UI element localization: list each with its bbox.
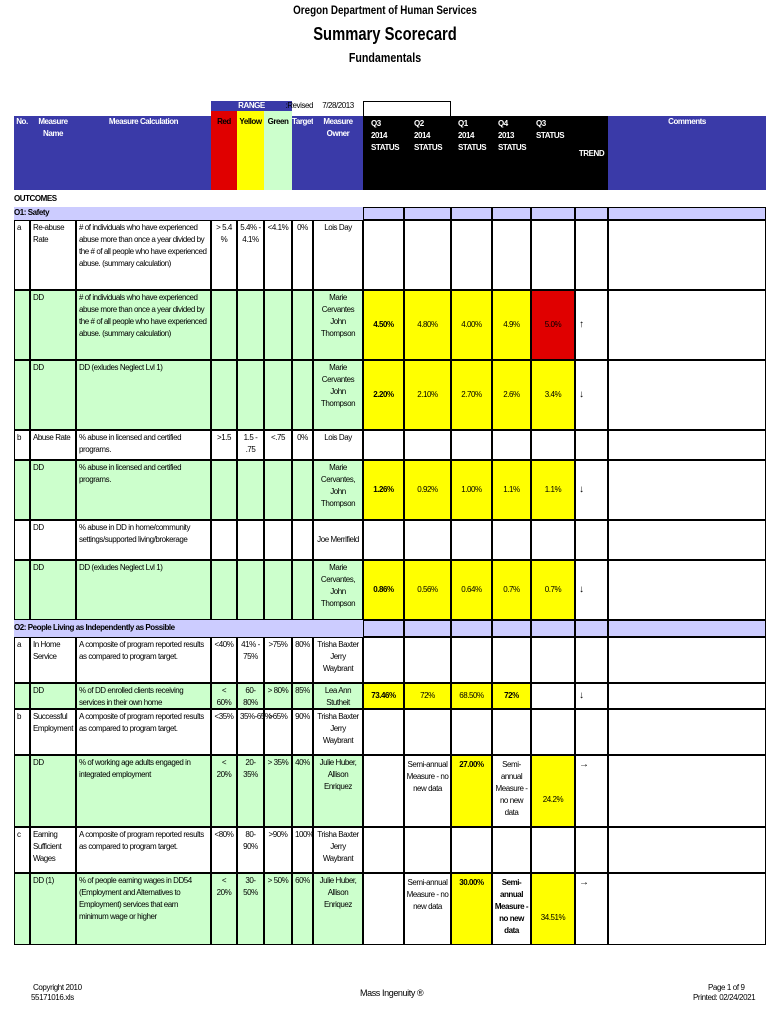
section-band-cell (404, 620, 451, 637)
row-calc: % abuse in licensed and certified programs. (76, 460, 211, 520)
status-q4_2013 (492, 430, 531, 460)
row-green (264, 520, 292, 560)
comments-cell (608, 220, 766, 290)
status-q3: 1.1% (531, 460, 575, 520)
comments-cell (608, 683, 766, 709)
status-q2_2014 (404, 520, 451, 560)
status-q4_2013 (492, 637, 531, 683)
col-q1-2014-header: Q1 2014 STATUS (451, 116, 492, 190)
copyright: Copyright 2010 (33, 983, 82, 992)
row-no (14, 755, 30, 827)
row-no: a (14, 220, 30, 290)
row-owner: Lois Day (313, 430, 363, 460)
row-owner: Lois Day (313, 220, 363, 290)
trend-arrow: → (575, 755, 608, 827)
row-yellow: 60-80% (237, 683, 264, 709)
revised-label: Revised: (285, 101, 313, 110)
trend-arrow (575, 220, 608, 290)
row-no (14, 560, 30, 620)
col-owner-header: Measure Owner (313, 116, 363, 190)
row-target (292, 290, 313, 360)
status-q1_2014: 68.50% (451, 683, 492, 709)
status-q3_2014: 4.50% (363, 290, 404, 360)
status-q1_2014 (451, 520, 492, 560)
comments-cell (608, 360, 766, 430)
row-yellow (237, 360, 264, 430)
row-owner: Trisha Baxter Jerry Waybrant (313, 827, 363, 873)
row-green: >65% (264, 709, 292, 755)
trend-arrow: ↓ (575, 560, 608, 620)
col-q3-status-header: Q3 STATUS (531, 116, 575, 190)
row-red (211, 520, 237, 560)
section-o2: O2: People Living as Independently as Possible (14, 623, 175, 632)
comments-cell (608, 290, 766, 360)
trend-arrow: ↓ (575, 360, 608, 430)
row-owner: Julie Huber, Allison Enriquez (313, 873, 363, 945)
section-band-cell (363, 620, 404, 637)
page-number: Page 1 of 9 (708, 983, 745, 992)
row-green: <.75 (264, 430, 292, 460)
status-q4_2013: 1.1% (492, 460, 531, 520)
trend-arrow: ↓ (575, 683, 608, 709)
col-green-header: Green (264, 111, 292, 190)
printed-date: Printed: 02/24/2021 (693, 993, 756, 1002)
row-green (264, 460, 292, 520)
comments-cell (608, 709, 766, 755)
row-red (211, 560, 237, 620)
status-q4_2013: Semi-annual Measure - no new data (492, 755, 531, 827)
status-q3_2014 (363, 827, 404, 873)
row-green (264, 290, 292, 360)
row-yellow: 80-90% (237, 827, 264, 873)
row-no: a (14, 637, 30, 683)
row-name: DD (30, 290, 76, 360)
status-q2_2014 (404, 220, 451, 290)
status-q3_2014 (363, 520, 404, 560)
status-q3 (531, 637, 575, 683)
section-band-cell (531, 207, 575, 220)
status-q3_2014: 0.86% (363, 560, 404, 620)
status-q2_2014: 2.10% (404, 360, 451, 430)
row-red: <80% (211, 827, 237, 873)
col-measure-name-header: Measure Name (30, 116, 76, 190)
row-calc: DD (exludes Neglect Lvl 1) (76, 560, 211, 620)
row-calc: A composite of program reported results as compared to program target. (76, 709, 211, 755)
header-blank (363, 101, 451, 116)
status-q1_2014 (451, 430, 492, 460)
row-red: < 60% (211, 683, 237, 709)
col-no-header: No. (14, 116, 30, 190)
row-no: b (14, 430, 30, 460)
row-name: DD (30, 755, 76, 827)
status-q3 (531, 709, 575, 755)
row-green (264, 560, 292, 620)
row-target: 90% (292, 709, 313, 755)
comments-cell (608, 560, 766, 620)
status-q2_2014 (404, 827, 451, 873)
status-q1_2014: 27.00% (451, 755, 492, 827)
status-q3: 24.2% (531, 755, 575, 827)
status-q4_2013: 72% (492, 683, 531, 709)
row-red (211, 290, 237, 360)
comments-cell (608, 755, 766, 827)
row-name: Successful Employment (30, 709, 76, 755)
row-green: > 80% (264, 683, 292, 709)
comments-cell (608, 430, 766, 460)
row-yellow: 35%-65% (237, 709, 264, 755)
section-band-cell (608, 620, 766, 637)
row-red: >1.5 (211, 430, 237, 460)
row-name: In Home Service (30, 637, 76, 683)
row-red: <35% (211, 709, 237, 755)
row-name: Re-abuse Rate (30, 220, 76, 290)
status-q3_2014 (363, 709, 404, 755)
row-target (292, 520, 313, 560)
revised-date: 7/28/2013 (322, 101, 354, 110)
range-header: RANGE (211, 101, 292, 111)
status-q3_2014: 1.26% (363, 460, 404, 520)
col-trend-header: TREND (575, 116, 608, 190)
status-q3_2014: 2.20% (363, 360, 404, 430)
status-q1_2014: 4.00% (451, 290, 492, 360)
row-green: >75% (264, 637, 292, 683)
row-owner: Marie Cervantes, John Thompson (313, 460, 363, 520)
status-q3_2014 (363, 220, 404, 290)
section-band-cell (575, 207, 608, 220)
row-red (211, 360, 237, 430)
row-target: 0% (292, 220, 313, 290)
row-no (14, 520, 30, 560)
row-name: DD (30, 520, 76, 560)
status-q4_2013: 0.7% (492, 560, 531, 620)
section-band-cell (363, 207, 404, 220)
row-yellow: 20-35% (237, 755, 264, 827)
status-q3: 5.0% (531, 290, 575, 360)
section-band-cell (531, 620, 575, 637)
row-target: 40% (292, 755, 313, 827)
row-owner: Marie Cervantes, John Thompson (313, 560, 363, 620)
col-q4-2013-header: Q4 2013 STATUS (492, 116, 531, 190)
trend-arrow (575, 637, 608, 683)
footer-center: Mass Ingenuity ® (360, 988, 424, 998)
row-no (14, 460, 30, 520)
row-calc: # of individuals who have experienced abuse more than once a year divided by the # of all people who have experienced abuse. (summary calculation) (76, 220, 211, 290)
row-target: 80% (292, 637, 313, 683)
row-target: 0% (292, 430, 313, 460)
col-comments-header: Comments (608, 116, 766, 190)
row-no (14, 873, 30, 945)
col-q3-2014-header: Q3 2014 STATUS (363, 116, 404, 190)
row-no: b (14, 709, 30, 755)
row-target: 85% (292, 683, 313, 709)
row-red (211, 460, 237, 520)
row-green: >90% (264, 827, 292, 873)
row-owner: Trisha Baxter Jerry Waybrant (313, 709, 363, 755)
row-green: > 50% (264, 873, 292, 945)
page-subtitle: Fundamentals (348, 50, 422, 65)
row-yellow (237, 290, 264, 360)
section-outcomes: OUTCOMES (14, 194, 57, 203)
row-yellow (237, 460, 264, 520)
status-q2_2014: 0.56% (404, 560, 451, 620)
status-q3_2014 (363, 637, 404, 683)
trend-arrow (575, 709, 608, 755)
status-q3 (531, 220, 575, 290)
section-band-cell (451, 207, 492, 220)
col-q2-2014-header: Q2 2014 STATUS (404, 116, 451, 190)
comments-cell (608, 460, 766, 520)
row-calc: % of people earning wages in DD54 (Employment and Alternatives to Employment) services that earn minimum wage or higher (76, 873, 211, 945)
col-target-header: Target (292, 116, 313, 190)
row-owner: Trisha Baxter Jerry Waybrant (313, 637, 363, 683)
row-name: DD (30, 460, 76, 520)
row-no (14, 683, 30, 709)
row-calc: % of working age adults engaged in integrated employment (76, 755, 211, 827)
status-q1_2014: 1.00% (451, 460, 492, 520)
row-red: < 20% (211, 873, 237, 945)
section-band-cell (492, 207, 531, 220)
status-q1_2014 (451, 637, 492, 683)
row-target (292, 560, 313, 620)
trend-arrow: ↑ (575, 290, 608, 360)
row-calc: % abuse in DD in home/community settings/supported living/brokerage (76, 520, 211, 560)
row-name: Abuse Rate (30, 430, 76, 460)
org-title: Oregon Department of Human Services (293, 3, 477, 17)
row-green: <4.1% (264, 220, 292, 290)
row-yellow (237, 520, 264, 560)
row-no (14, 290, 30, 360)
status-q3: 0.7% (531, 560, 575, 620)
row-name: DD (30, 360, 76, 430)
row-target: 60% (292, 873, 313, 945)
row-yellow: 41% - 75% (237, 637, 264, 683)
status-q2_2014 (404, 637, 451, 683)
status-q1_2014: 30.00% (451, 873, 492, 945)
status-q3: 3.4% (531, 360, 575, 430)
status-q1_2014 (451, 220, 492, 290)
status-q1_2014: 0.64% (451, 560, 492, 620)
trend-arrow: ↓ (575, 460, 608, 520)
row-name: DD (30, 560, 76, 620)
section-band-cell (404, 207, 451, 220)
row-red: < 20% (211, 755, 237, 827)
status-q3_2014 (363, 755, 404, 827)
row-owner: Marie Cervantes John Thompson (313, 290, 363, 360)
status-q1_2014 (451, 827, 492, 873)
status-q3 (531, 430, 575, 460)
status-q4_2013 (492, 709, 531, 755)
row-calc: % abuse in licensed and certified programs. (76, 430, 211, 460)
section-band-cell (492, 620, 531, 637)
status-q1_2014: 2.70% (451, 360, 492, 430)
trend-arrow (575, 520, 608, 560)
status-q2_2014: 4.80% (404, 290, 451, 360)
comments-cell (608, 520, 766, 560)
status-q3 (531, 520, 575, 560)
comments-cell (608, 637, 766, 683)
status-q3_2014 (363, 430, 404, 460)
row-red: > 5.4 % (211, 220, 237, 290)
row-no: c (14, 827, 30, 873)
row-calc: A composite of program reported results as compared to program target. (76, 827, 211, 873)
row-owner: Julie Huber, Allison Enriquez (313, 755, 363, 827)
row-yellow (237, 560, 264, 620)
section-band-cell (451, 620, 492, 637)
status-q1_2014 (451, 709, 492, 755)
status-q2_2014: Semi-annual Measure - no new data (404, 873, 451, 945)
row-owner: Joe Merrifield (313, 520, 363, 560)
status-q3 (531, 683, 575, 709)
trend-arrow (575, 430, 608, 460)
row-target (292, 360, 313, 430)
status-q4_2013 (492, 520, 531, 560)
status-q4_2013 (492, 827, 531, 873)
status-q4_2013 (492, 220, 531, 290)
status-q2_2014 (404, 709, 451, 755)
page-title: Summary Scorecard (313, 24, 457, 44)
status-q4_2013: 4.9% (492, 290, 531, 360)
comments-cell (608, 873, 766, 945)
row-calc: % of DD enrolled clients receiving services in their own home (76, 683, 211, 709)
row-yellow: 30-50% (237, 873, 264, 945)
col-red-header: Red (211, 111, 237, 190)
status-q2_2014: 72% (404, 683, 451, 709)
section-band-cell (608, 207, 766, 220)
status-q3_2014 (363, 873, 404, 945)
row-name: DD (30, 683, 76, 709)
status-q4_2013: Semi-annual Measure - no new data (492, 873, 531, 945)
status-q3_2014: 73.46% (363, 683, 404, 709)
file-name: 55171016.xls (31, 993, 74, 1002)
row-target (292, 460, 313, 520)
row-name: Earning Sufficient Wages (30, 827, 76, 873)
trend-arrow: → (575, 873, 608, 945)
section-o1: O1: Safety (14, 208, 50, 217)
row-green (264, 360, 292, 430)
trend-arrow (575, 827, 608, 873)
status-q2_2014: 0.92% (404, 460, 451, 520)
row-yellow: 5.4% - 4.1% (237, 220, 264, 290)
row-green: > 35% (264, 755, 292, 827)
status-q3 (531, 827, 575, 873)
row-red: <40% (211, 637, 237, 683)
status-q2_2014 (404, 430, 451, 460)
row-calc: # of individuals who have experienced abuse more than once a year divided by the # of all people who have experienced abuse. (summary calculation) (76, 290, 211, 360)
col-yellow-header: Yellow (237, 111, 264, 190)
row-owner: Marie Cervantes John Thompson (313, 360, 363, 430)
row-target: 100% (292, 827, 313, 873)
row-no (14, 360, 30, 430)
status-q2_2014: Semi-annual Measure - no new data (404, 755, 451, 827)
row-owner: Lea Ann Stutheit (313, 683, 363, 709)
row-yellow: 1.5 - .75 (237, 430, 264, 460)
row-calc: DD (exludes Neglect Lvl 1) (76, 360, 211, 430)
status-q4_2013: 2.6% (492, 360, 531, 430)
section-band-cell (575, 620, 608, 637)
col-measure-calc-header: Measure Calculation (76, 116, 211, 190)
row-calc: A composite of program reported results as compared to program target. (76, 637, 211, 683)
comments-cell (608, 827, 766, 873)
status-q3: 34.51% (531, 873, 575, 945)
row-name: DD (1) (30, 873, 76, 945)
